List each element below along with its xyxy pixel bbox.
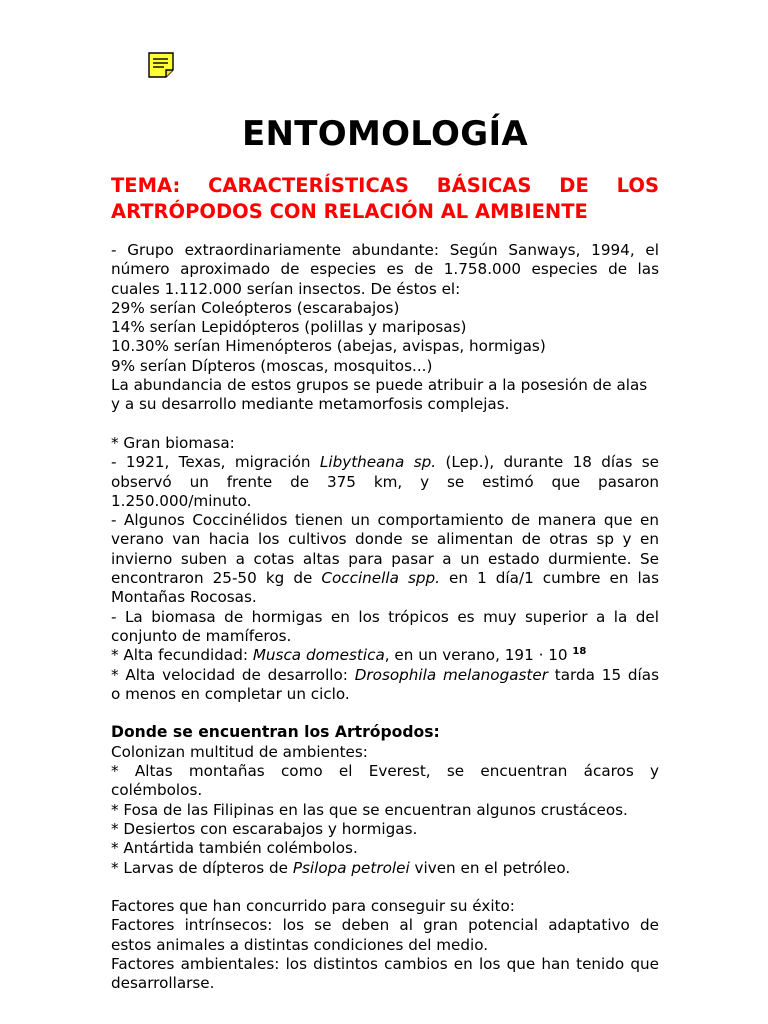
note-icon	[148, 52, 174, 78]
text-run: tarda 15 días	[547, 665, 660, 684]
text-line	[111, 569, 659, 588]
species-name: Musca domestica	[252, 646, 385, 665]
text-line: 29% serían Coleópteros (escarabajos)	[111, 298, 400, 317]
text-run: * Alta fecundidad:	[111, 646, 253, 665]
text-run: (Lep.), durante 18 días se	[436, 453, 659, 472]
text-line: conjunto de mamíferos.	[111, 626, 292, 645]
text-line: Factores intrínsecos: los se deben al gran potencial adaptativo de	[111, 916, 659, 935]
spacer	[111, 415, 659, 434]
text-line: La abundancia de estos grupos se puede atribuir a la posesión de alas	[111, 376, 648, 395]
text-line	[111, 859, 659, 878]
topic-heading	[111, 173, 659, 225]
text-line: colémbolos.	[111, 781, 203, 800]
text-line: Colonizan multitud de ambientes:	[111, 742, 368, 761]
text-line: Montañas Rocosas.	[111, 588, 257, 607]
text-line: Factores que han concurrido para conseguir su éxito:	[111, 897, 515, 916]
text-line: cuales 1.112.000 serían insectos. De éstos el:	[111, 279, 461, 298]
document-body	[111, 241, 659, 994]
page-title: ENTOMOLOGÍA	[241, 114, 529, 154]
text-run: * Alta velocidad de desarrollo:	[111, 665, 355, 684]
text-line: estos animales a distintas condiciones del medio.	[111, 935, 489, 954]
text-line: * Altas montañas como el Everest, se encuentran ácaros y	[111, 762, 659, 781]
text-line: - Grupo extraordinariamente abundante: Según Sanways, 1994, el	[111, 241, 659, 259]
text-line: - La biomasa de hormigas en los trópicos es muy superior a la del	[111, 607, 659, 626]
text-run: viven en el petróleo.	[409, 858, 571, 877]
text-line: o menos en completar un ciclo.	[111, 684, 350, 703]
text-line: * Gran biomasa:	[111, 433, 235, 452]
text-run: en 1 día/1 cumbre en las	[439, 569, 659, 588]
topic-heading-line-1: TEMA: CARACTERÍSTICAS BÁSICAS DE LOS	[111, 174, 659, 197]
text-line	[111, 666, 659, 685]
text-run: , en un verano, 191 · 10	[384, 646, 573, 665]
text-line: invierno suben a cotas altas para pasar a un estado durmiente. Se	[111, 549, 659, 568]
text-line: * Desiertos con escarabajos y hormigas.	[111, 819, 418, 838]
text-line	[111, 453, 659, 472]
text-line: 14% serían Lepidópteros (polillas y mariposas)	[111, 318, 467, 337]
text-run: * Larvas de dípteros de	[111, 858, 293, 877]
exponent: 18	[572, 646, 587, 658]
text-line: * Fosa de las Filipinas en las que se encuentran algunos crustáceos.	[111, 800, 628, 819]
text-line	[111, 646, 659, 665]
text-line: 9% serían Dípteros (moscas, mosquitos...)	[111, 356, 433, 375]
text-line: número aproximado de especies es de 1.758.000 especies de las	[111, 260, 659, 279]
species-name: Libytheana sp.	[319, 453, 437, 472]
text-line: 10.30% serían Himenópteros (abejas, avispas, hormigas)	[111, 337, 546, 356]
text-line: 1.250.000/minuto.	[111, 491, 252, 510]
species-name: Drosophila melanogaster	[354, 665, 548, 684]
text-line: y a su desarrollo mediante metamorfosis complejas.	[111, 395, 510, 414]
text-run: - 1921, Texas, migración	[111, 453, 320, 472]
text-line: - Algunos Coccinélidos tienen un comportamiento de manera que en	[111, 511, 659, 530]
topic-heading-line-2: ARTRÓPODOS CON RELACIÓN AL AMBIENTE	[111, 200, 588, 223]
text-line: verano van hacia los cultivos donde se alimentan de otras sp y en	[111, 530, 659, 549]
text-line: * Antártida también colémbolos.	[111, 839, 358, 858]
spacer	[111, 704, 659, 723]
spacer	[111, 878, 659, 897]
text-line: desarrollarse.	[111, 974, 215, 993]
text-run: encontraron 25-50 kg de	[111, 569, 322, 588]
species-name: Psilopa petrolei	[292, 858, 410, 877]
text-line: observó un frente de 375 km, y se estimó que pasaron	[111, 472, 659, 491]
section-heading: Donde se encuentran los Artrópodos:	[111, 723, 440, 742]
text-line: Factores ambientales: los distintos cambios en los que han tenido que	[111, 954, 659, 973]
species-name: Coccinella spp.	[321, 569, 440, 588]
